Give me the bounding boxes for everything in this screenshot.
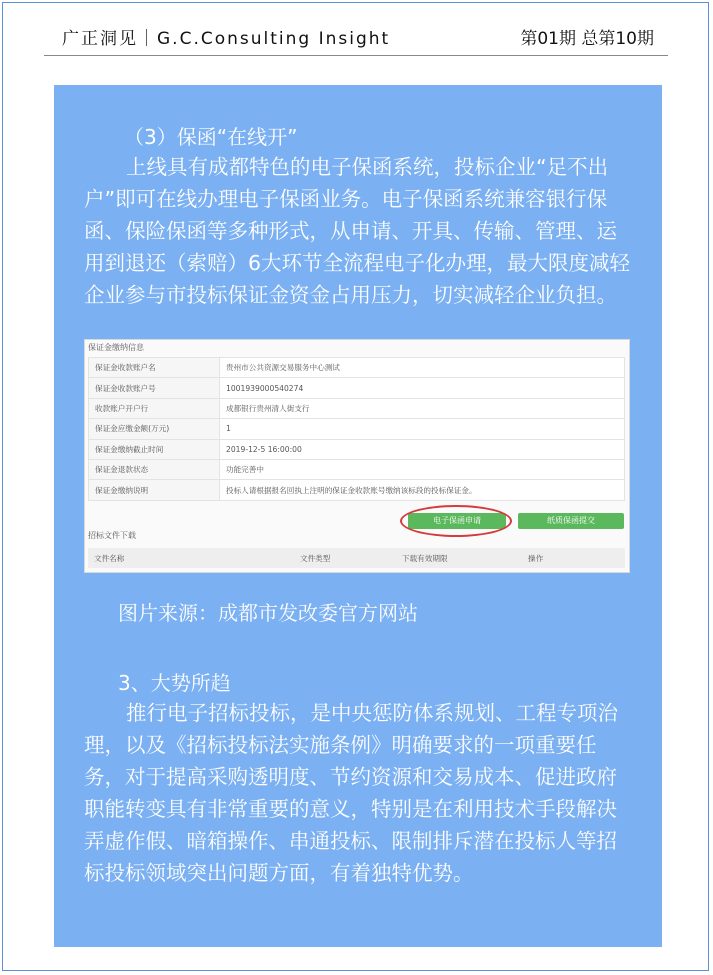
image-caption: 图片来源：成都市发改委官方网站 xyxy=(118,601,418,625)
column-header: 文件名称 xyxy=(94,554,125,563)
table-row: 保证金退款状态 功能完善中 xyxy=(89,459,625,479)
table-row: 保证金缴纳截止时间 2019-12-5 16:00:00 xyxy=(89,439,625,459)
paper-guarantee-submit-button[interactable]: 纸质保函提交 xyxy=(518,513,624,529)
content-panel xyxy=(54,85,662,947)
section-heading-guarantee: （3）保函“在线开” xyxy=(124,125,298,149)
paragraph-trend: 推行电子招标投标，是中央惩防体系规划、工程专项治理，以及《招标投标法实施条例》明确要求的一项重要任务，对于提高采购透明度、节约资源和交易成本、促进政府职能转变具有非常重要的意义，特别是在利用技术手段解决弄虚作假、暗箱操作、串通投标、限制排斥潜在投标人等招标投标领域突出问题方面，有着独特优势。 xyxy=(84,701,618,885)
header-title: 广正洞见｜G.C.Consulting Insight xyxy=(62,29,391,49)
download-section-title: 招标文件下载 xyxy=(88,531,136,540)
issue-number: 第01期 总第10期 xyxy=(520,29,654,49)
column-header: 文件类型 xyxy=(300,554,331,563)
screenshot-title: 保证金缴纳信息 xyxy=(88,343,144,352)
column-header: 下载有效期限 xyxy=(402,554,448,563)
paragraph-guarantee: 上线具有成都特色的电子保函系统，投标企业“足不出户”即可在线办理电子保函业务。电子保函系统兼容银行保函、保险保函等多种形式，从申请、开具、传输、管理、运用到退还（索赔）6大环节全流程电子化办理，最大限度减轻企业参与市投标保证金资金占用压力，切实减轻企业负担。 xyxy=(84,155,631,307)
table-row: 收款账户开户行 成都银行贵州清人街支行 xyxy=(89,398,625,418)
highlight-circle xyxy=(400,505,512,537)
table-row: 保证金收款账户号 1001939000540274 xyxy=(89,378,625,398)
table-row: 保证金收款账户名 贵州市公共资源交易服务中心测试 xyxy=(89,358,625,378)
section-heading-trend: 3、大势所趋 xyxy=(118,671,231,695)
download-table-header xyxy=(88,548,625,568)
column-header: 操作 xyxy=(528,554,544,563)
e-guarantee-apply-button[interactable]: 电子保函申请 xyxy=(408,513,506,529)
table-row: 保证金应缴金额(万元) 1 xyxy=(89,419,625,439)
table-row: 保证金缴纳说明 投标人请根据报名回执上注明的保证金收款账号缴纳该标段的投标保证金。 xyxy=(89,480,625,500)
embedded-screenshot xyxy=(84,339,630,573)
page-header xyxy=(44,20,668,56)
deposit-info-table xyxy=(88,357,625,501)
